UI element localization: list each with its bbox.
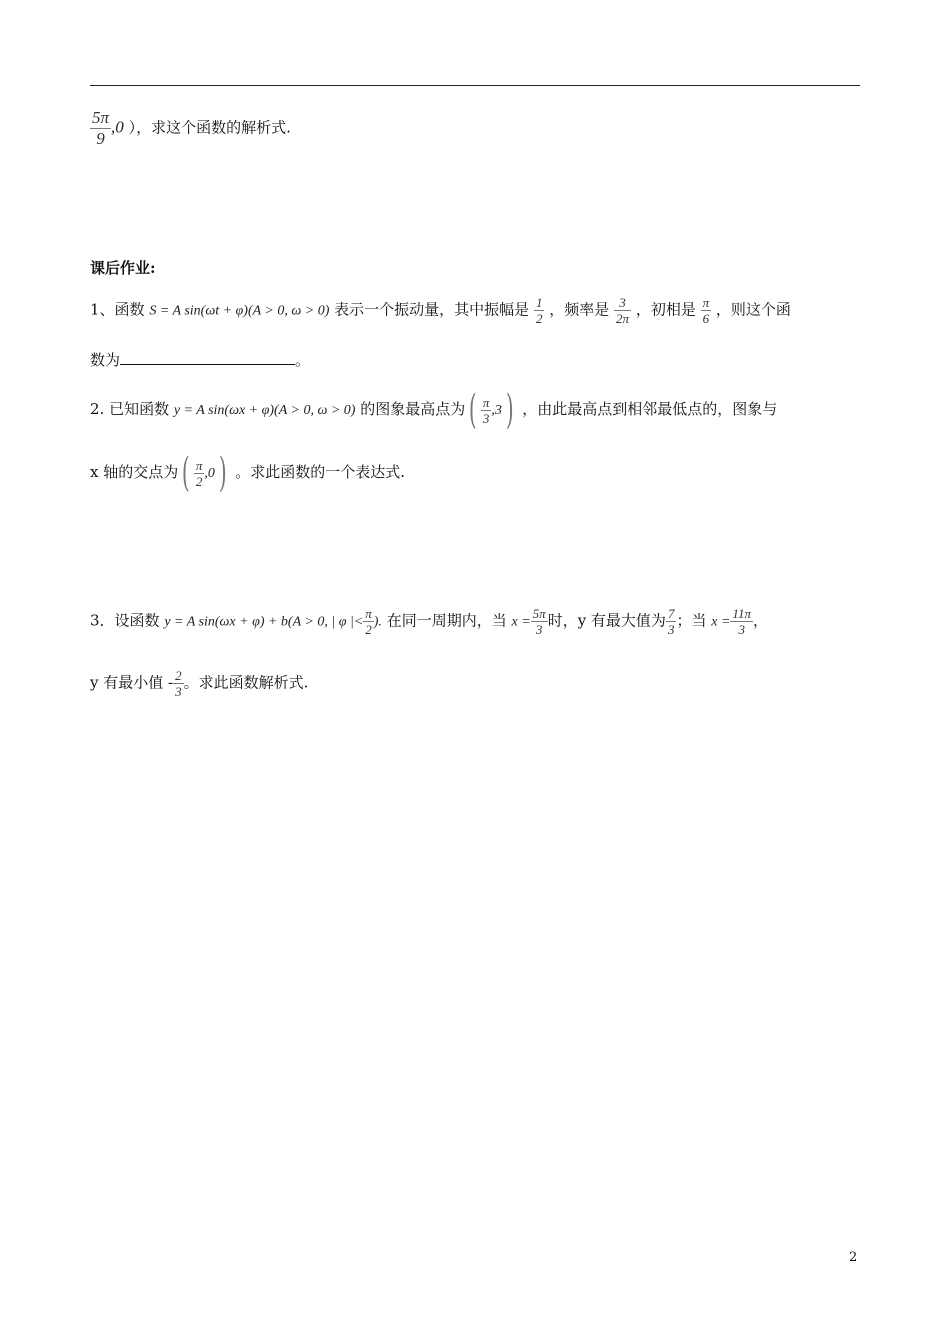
right-paren: ) [218,450,227,496]
q3-line2-prefix: y 有最小值 [90,673,164,692]
q3-max-fraction: $\frac{7}{3}$ [667,606,675,637]
q3-formula: y = A sin(ωx + φ) + b(A > 0, | φ |< [164,614,364,630]
q2-intercept-tail: ,0 [204,466,215,481]
point-tail: ,0 [111,117,124,137]
q2-line2-prefix: x 轴的交点为 [90,463,179,481]
answer-blank[interactable] [120,350,295,365]
q1-text-b: ，频率是 [549,300,610,319]
q2-intercept-fraction: $\frac{\pi}{2}$ [195,457,203,489]
q3-text-d: ， [752,611,768,630]
q3-text-b: 时，y 有最大值为 [547,611,666,630]
header-rule [90,85,860,86]
q3-line1 [90,606,768,637]
q1-phase-fraction: $\frac{\pi}{6}$ [702,295,710,326]
q1-line2 [90,350,310,370]
q1-line2-suffix: 。 [295,351,311,369]
top-fragment-line [90,108,291,149]
q1-text-d: ，则这个函 [715,300,791,319]
q1-amplitude-fraction: $\frac{1}{2}$ [535,295,543,326]
section-heading: 课后作业: [90,259,156,277]
q2-point-fraction: $\frac{\pi}{3}$ [482,394,490,426]
top-fragment-text: ），求这个函数的解析式. [128,118,291,137]
page-number: 2 [849,1250,858,1265]
q2-prefix: 2. 已知函数 [90,400,170,418]
right-paren: ) [505,387,514,433]
q3-x1-fraction: $\frac{5\pi}{3}$ [532,606,546,637]
q3-line2 [90,668,308,699]
q2-text-a: 的图象最高点为 [360,400,466,418]
q3-phi-fraction: $\frac{\pi}{2}$ [365,606,372,637]
q1-prefix: 1、函数 [90,300,145,319]
q2-point-tail: ,3 [491,403,502,418]
q1-line1 [90,295,791,326]
q1-formula: S = A sin(ωt + φ)(A > 0, ω > 0) [149,303,330,319]
q1-line2-prefix: 数为 [90,351,121,369]
q1-text-c: ，初相是 [635,300,696,319]
q1-frequency-fraction: $\frac{3}{2\pi}$ [616,295,630,326]
q2-line1 [90,387,778,433]
q3-text-a: 在同一周期内，当 [386,611,507,630]
left-paren: ( [182,450,190,496]
fraction-5pi-over-9: $\frac{5\pi}{9}$ [92,108,110,148]
q3-phi-tail: ). [373,614,382,630]
q2-formula: y = A sin(ωx + φ)(A > 0, ω > 0) [173,403,356,418]
q3-x2-fraction: $\frac{11\pi}{3}$ [732,606,751,637]
q2-line2 [90,450,406,496]
q1-text-a: 表示一个振动量，其中振幅是 [334,300,530,319]
q3-text-c: ；当 [676,611,707,630]
q3-x1-lhs: x = [511,614,531,630]
q2-line2-suffix: 。求此函数的一个表达式. [235,463,406,481]
q2-text-b: ，由此最高点到相邻最低点的，图象与 [522,400,778,418]
q3-min-fraction: $\frac{2}{3}$ [175,668,182,699]
q3-min-sign: - [168,673,174,692]
q3-line2-suffix: 。求此函数解析式. [183,673,309,692]
q3-x2-lhs: x = [711,614,731,630]
left-paren: ( [469,387,477,433]
q3-prefix: 3．设函数 [90,611,160,630]
